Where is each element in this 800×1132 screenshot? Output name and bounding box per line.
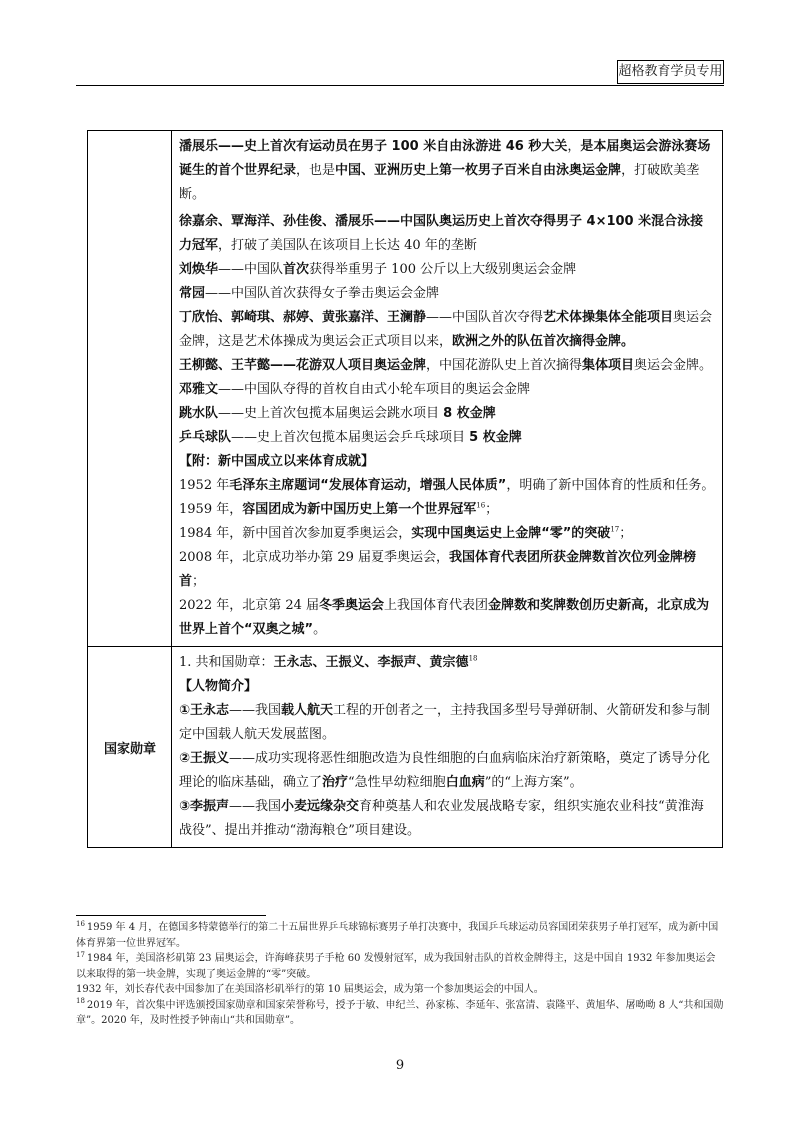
bold-text: ③李振声 xyxy=(179,799,230,814)
footnote xyxy=(76,998,724,1029)
bold-text: 乒乓球队 xyxy=(179,430,232,445)
bold-text: 跳水队 xyxy=(179,406,219,421)
bold-text: 【人物简介】 xyxy=(179,679,258,694)
footnote-text: 1932 年，刘长春代表中国参加了在美国洛杉矶举行的第 10 届奥运会，成为第一个参加奥运会的中国人。 xyxy=(76,984,544,995)
text-run: ，打破欧美垄断。 xyxy=(179,163,700,202)
bold-text: 王柳懿、王芊懿——花游双人项目奥运金牌 xyxy=(179,358,427,373)
paragraph xyxy=(179,306,716,354)
table-row xyxy=(88,131,723,647)
paragraph xyxy=(179,450,716,474)
footnote-mark: 18 xyxy=(76,997,85,1006)
text-run: 1984 年，新中国首次参加夏季奥运会， xyxy=(179,526,412,541)
paragraph xyxy=(179,594,716,642)
paragraph xyxy=(179,282,716,306)
text-run: 上我国体育代表团 xyxy=(384,598,489,613)
bold-text: 邓雅文 xyxy=(179,382,219,397)
bold-text: 艺术体操集体全能项目 xyxy=(543,310,674,325)
text-run: ； xyxy=(485,502,499,517)
bold-text: 丁欣怡、郭崎琪、郝婷、黄张嘉洋、王澜静 xyxy=(179,310,427,325)
text-run: 1952 年 xyxy=(179,478,230,493)
bold-text: 5 枚金牌 xyxy=(469,430,522,445)
paragraph xyxy=(179,747,716,795)
bold-text: 首次 xyxy=(283,262,310,277)
bold-text: 载人航天 xyxy=(281,703,334,718)
text-run: ”的“上海方案”。 xyxy=(484,775,583,790)
header-badge: 超格教育学员专用 xyxy=(617,60,724,84)
footnote-text: 2019 年，首次集中评选颁授国家勋章和国家荣誉称号，授予于敏、申纪兰、孙家栋、李延年、张富清、袁隆平、黄旭华、屠呦呦 8 人“共和国勋章”。2020 年，及时性授予钟南山“共和国勋章”。 xyxy=(76,999,724,1026)
bold-text: 8 枚金牌 xyxy=(443,406,496,421)
bold-text: 是本届奥运会游泳赛场诞生的 xyxy=(179,139,711,178)
text-run: ——史上首次包揽本届奥运会乒乓球项目 xyxy=(231,430,470,445)
text-run: “急性早幼粒细胞 xyxy=(348,775,446,790)
text-run: 。 xyxy=(313,622,327,637)
text-run: ——我国 xyxy=(229,703,282,718)
footnote-text: 1959 年 4 月，在德国多特蒙德举行的第二十五届世界乒乓球锦标赛男子单打决赛中，我国乒乓球运动员容国团荣获男子单打冠军，成为新中国体育界第一位世界冠军。 xyxy=(76,922,719,949)
text-run: 工程的开创者之一，主持我国多型号导弹研制、火箭研发和参与制定中国载人航天发展蓝图。 xyxy=(179,703,711,742)
footnote xyxy=(76,920,724,951)
footnote xyxy=(76,982,724,998)
text-run: 1. 共和国勋章： xyxy=(179,655,274,670)
header-rule xyxy=(76,85,724,86)
text-run: ，也是 xyxy=(296,163,336,178)
text-run: 获得举重男子 100 公斤以上大级别奥运会金牌 xyxy=(309,262,577,277)
footnotes xyxy=(76,920,724,1029)
bold-text: 中国、亚洲历史上第一枚男子百米自由泳奥运金牌 xyxy=(335,163,622,178)
paragraph xyxy=(179,474,716,522)
bold-text: 治疗 xyxy=(322,775,349,790)
text-run: 2022 年，北京第 24 届 xyxy=(179,598,320,613)
text-run: ， xyxy=(567,139,581,154)
paragraph xyxy=(179,210,716,258)
text-run: ——我国 xyxy=(229,799,282,814)
footnote-mark: 16 xyxy=(76,919,85,928)
footnote-text: 1984 年，美国洛杉矶第 23 届奥运会，许海峰获男子手枪 60 发慢射冠军，成为我国射击队的首枚金牌得主，这是中国自 1932 年参加奥运会以来取得的第一块金牌，实现了奥运金牌的“零”突破。 xyxy=(76,953,716,980)
bold-text: 刘焕华 xyxy=(179,262,219,277)
paragraph xyxy=(179,354,716,378)
paragraph xyxy=(179,258,716,282)
text-run: ——中国队首次夺得 xyxy=(426,310,544,325)
text-run: ； xyxy=(619,526,633,541)
paragraph xyxy=(179,426,716,450)
paragraph xyxy=(179,699,716,747)
text-run: ，中国花游队史上首次摘得 xyxy=(426,358,583,373)
table-row xyxy=(88,647,723,848)
paragraph xyxy=(179,795,716,843)
row-content xyxy=(172,131,723,647)
bold-text: ②王振义 xyxy=(179,751,230,766)
text-run: ——成功实现将恶性细胞改造为良性细胞的白血病临床治疗新策略，奠定了诱导分化理论的临床基础，确立了 xyxy=(179,751,711,790)
bold-text: 欧洲之外的队伍首次摘得金牌。 xyxy=(452,334,635,349)
footnote xyxy=(76,951,724,982)
bold-text: 常园 xyxy=(179,286,206,301)
row-label xyxy=(88,131,172,647)
text-run: ——中国队首次获得女子拳击奥运会金牌 xyxy=(205,286,440,301)
paragraph xyxy=(179,378,716,402)
bold-text: 金牌数和奖牌数创历史新高，北京成为世界上首个“双奥之城” xyxy=(179,598,710,637)
footnote-ref: 17 xyxy=(610,525,620,534)
text-run: ——史上首次包揽本届奥运会跳水项目 xyxy=(218,406,444,421)
text-run: 育种奠基人和农业发展战略专家，组织实施农业科技“黄淮海战役”、提出并推动“渤海粮仓”项目建设。 xyxy=(179,799,704,838)
row-label: 国家勋章 xyxy=(88,647,172,848)
bold-text: 男子 100 米自由泳游进 46 秒大关 xyxy=(361,139,568,154)
bold-text: 小麦远缘杂交 xyxy=(281,799,360,814)
footnote-divider xyxy=(76,915,266,916)
bold-text: 毛泽东主席题词“发展体育运动，增强人民体质” xyxy=(229,478,507,493)
text-run: ——中国队 xyxy=(218,262,284,277)
paragraph xyxy=(179,522,716,546)
text-run: ，打破了美国队在该项目上长达 40 年的垄断 xyxy=(218,238,477,253)
text-run: ——中国队夺得的首枚自由式小轮车项目的奥运会金牌 xyxy=(218,382,531,397)
bold-text: 白血病 xyxy=(445,775,485,790)
paragraph xyxy=(179,402,716,426)
bold-text: ①王永志 xyxy=(179,703,230,718)
bold-text: 我国体育代表团所获金牌数首次位列金牌榜首 xyxy=(179,550,697,589)
bold-text: 实现中国奥运史上金牌“零”的突破 xyxy=(411,526,611,541)
footnote-ref: 18 xyxy=(468,654,478,663)
bold-text: 【附：新中国成立以来体育成就】 xyxy=(179,454,375,469)
bold-text: 冬季奥运会 xyxy=(319,598,385,613)
text-run: ； xyxy=(192,574,206,589)
paragraph xyxy=(179,135,716,207)
text-run: 2008 年，北京成功举办第 29 届夏季奥运会， xyxy=(179,550,450,565)
paragraph xyxy=(179,651,716,675)
footnote-ref: 16 xyxy=(476,501,486,510)
bold-text: 首个世界纪录 xyxy=(218,163,297,178)
bold-text: 潘展乐——史上首次有运动员在 xyxy=(179,139,362,154)
bold-text: 集体项目 xyxy=(582,358,635,373)
row-content xyxy=(172,647,723,848)
paragraph xyxy=(179,675,716,699)
page-number: 9 xyxy=(395,1058,405,1073)
bold-text: 容国团成为新中国历史上第一个世界冠军 xyxy=(242,502,477,517)
text-run: ，明确了新中国体育的性质和任务。1959 年， xyxy=(179,478,715,517)
text-run: 奥运会金牌。 xyxy=(634,358,713,373)
bold-text: 王永志、王振义、李振声、黄宗德 xyxy=(273,655,469,670)
footnote-mark: 17 xyxy=(76,950,85,959)
bold-text: 徐嘉余、覃海洋、孙佳俊、潘展乐——中国队奥运历史上首次夺得男子 4×100 米混合泳接力冠军 xyxy=(179,214,704,253)
text-run: 奥运会金牌，这是艺术体操成为奥运会正式项目以来， xyxy=(179,310,713,349)
paragraph xyxy=(179,546,716,594)
content-table xyxy=(87,130,723,848)
